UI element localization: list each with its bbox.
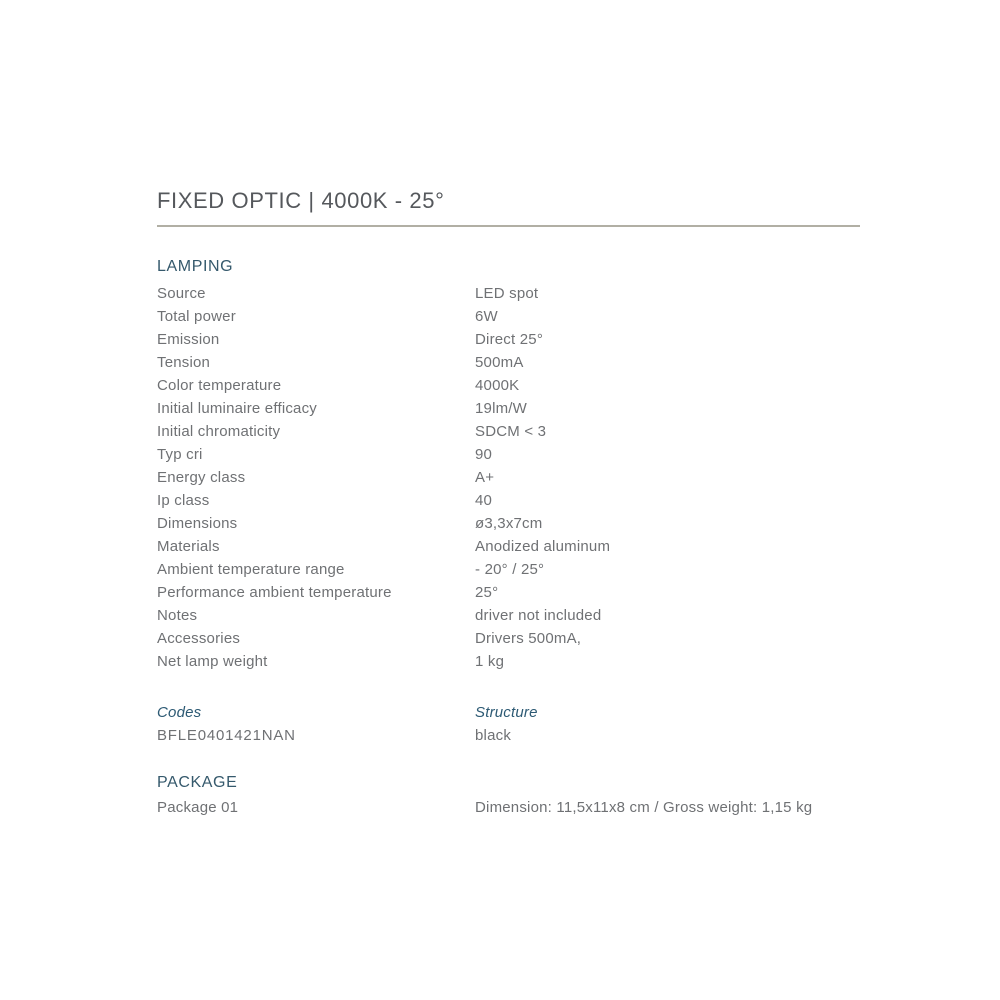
spec-row: [157, 397, 861, 420]
spec-row: [157, 443, 861, 466]
spec-row: [157, 558, 861, 581]
spec-value: ø3,3x7cm: [475, 515, 543, 532]
spec-value: Drivers 500mA,: [475, 630, 582, 647]
spec-label: Source: [157, 285, 206, 302]
product-code: BFLE0401421NAN: [157, 727, 296, 744]
spec-label: Ip class: [157, 492, 210, 509]
spec-value: driver not included: [475, 607, 602, 624]
spec-value: Anodized aluminum: [475, 538, 611, 555]
spec-value: 1 kg: [475, 653, 505, 670]
spec-row: [157, 328, 861, 351]
spec-value: - 20° / 25°: [475, 561, 545, 578]
codes-heading: Codes: [157, 704, 202, 721]
spec-label: Tension: [157, 354, 211, 371]
spec-label: Emission: [157, 331, 220, 348]
spec-value: LED spot: [475, 285, 539, 302]
spec-row: [157, 466, 861, 489]
spec-row: [157, 489, 861, 512]
spec-label: Color temperature: [157, 377, 282, 394]
title-divider: [157, 225, 860, 227]
spec-label: Performance ambient temperature: [157, 584, 392, 601]
spec-label: Accessories: [157, 630, 241, 647]
package-spec-table: [157, 796, 861, 819]
spec-value: 500mA: [475, 354, 524, 371]
spec-row: [157, 282, 861, 305]
spec-row: [157, 351, 861, 374]
spec-row: [157, 604, 861, 627]
spec-value: SDCM < 3: [475, 423, 547, 440]
spec-row: [157, 581, 861, 604]
spec-row: [157, 535, 861, 558]
spec-row: [157, 650, 861, 673]
spec-value: A+: [475, 469, 495, 486]
spec-label: Typ cri: [157, 446, 203, 463]
spec-label: Dimensions: [157, 515, 238, 532]
spec-value: 19lm/W: [475, 400, 528, 417]
spec-value: 25°: [475, 584, 499, 601]
spec-row: [157, 627, 861, 650]
spec-value: 40: [475, 492, 493, 509]
spec-sheet: [157, 188, 861, 819]
package-value: Dimension: 11,5x11x8 cm / Gross weight: 1,15 kg: [475, 799, 813, 816]
spec-value: Direct 25°: [475, 331, 544, 348]
spec-row: [157, 512, 861, 535]
spec-row: [157, 420, 861, 443]
spec-row: [157, 374, 861, 397]
spec-value: 90: [475, 446, 493, 463]
spec-label: Materials: [157, 538, 220, 555]
spec-label: Total power: [157, 308, 236, 325]
package-section-heading: PACKAGE: [157, 774, 238, 791]
spec-label: Ambient temperature range: [157, 561, 345, 578]
spec-label: Initial luminaire efficacy: [157, 400, 317, 417]
spec-label: Notes: [157, 607, 198, 624]
structure-value: black: [475, 727, 512, 744]
package-label: Package 01: [157, 799, 239, 816]
spec-label: Net lamp weight: [157, 653, 268, 670]
structure-heading: Structure: [475, 704, 538, 721]
spec-row: [157, 305, 861, 328]
page-title: FIXED OPTIC | 4000K - 25°: [157, 188, 445, 213]
spec-value: 4000K: [475, 377, 520, 394]
package-row: [157, 796, 861, 819]
lamping-section-heading: LAMPING: [157, 258, 234, 275]
spec-label: Energy class: [157, 469, 246, 486]
lamping-spec-table: [157, 282, 861, 673]
codes-structure-section: [157, 701, 861, 747]
spec-label: Initial chromaticity: [157, 423, 281, 440]
spec-value: 6W: [475, 308, 498, 325]
